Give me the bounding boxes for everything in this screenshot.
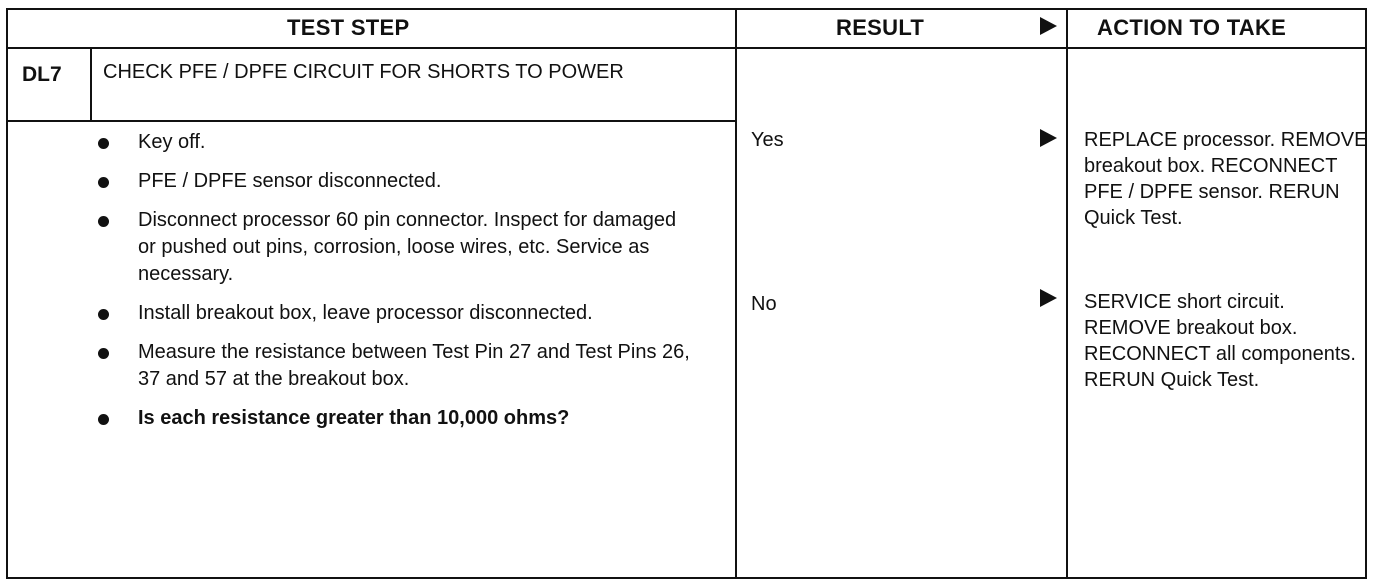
procedure-item: [94, 339, 694, 393]
procedure-item: [94, 168, 694, 195]
procedure-text: Measure the resistance between Test Pin 27 and Test Pins 26, 37 and 57 at the breakout box.: [138, 341, 690, 390]
bullet-icon: [98, 177, 109, 188]
bullet-icon: [98, 216, 109, 227]
procedure-text: Is each resistance greater than 10,000 ohms?: [138, 407, 570, 429]
action-no: SERVICE short circuit. REMOVE breakout box. RECONNECT all components. RERUN Quick Test.: [1084, 291, 1356, 391]
step-title: CHECK PFE / DPFE CIRCUIT FOR SHORTS TO POWER: [103, 61, 624, 83]
procedure-question: [94, 405, 694, 432]
procedure-item: [94, 300, 694, 327]
result-header: RESULT: [836, 15, 925, 40]
procedure-text: Disconnect processor 60 pin connector. Inspect for damaged or pushed out pins, corrosion, loose wires, etc. Service as necessary.: [138, 209, 677, 285]
action-header: ACTION TO TAKE: [1097, 15, 1287, 40]
procedure-text: PFE / DPFE sensor disconnected.: [138, 170, 442, 192]
step-id-divider: [90, 47, 92, 121]
bullet-icon: [98, 138, 109, 149]
bullet-icon: [98, 309, 109, 320]
header-arrow-icon: [1040, 17, 1057, 35]
result-no: No: [751, 293, 777, 315]
procedure-text: Key off.: [138, 131, 206, 153]
procedure-item: [94, 207, 694, 288]
step-id: DL7: [22, 63, 62, 86]
result-column-divider: [1066, 8, 1068, 579]
test-step-column-divider: [735, 8, 737, 579]
test-step-header: TEST STEP: [287, 15, 410, 40]
procedure-text: Install breakout box, leave processor disconnected.: [138, 302, 593, 324]
step-title-divider: [6, 120, 736, 122]
header-divider: [6, 47, 1367, 49]
action-yes: REPLACE processor. REMOVE breakout box. RECONNECT PFE / DPFE sensor. RERUN Quick Test.: [1084, 129, 1368, 229]
bullet-icon: [98, 414, 109, 425]
result-yes: Yes: [751, 129, 784, 151]
result-no-arrow-icon: [1040, 289, 1057, 307]
procedure-list: [94, 123, 694, 444]
procedure-item: [94, 129, 694, 156]
result-yes-arrow-icon: [1040, 129, 1057, 147]
bullet-icon: [98, 348, 109, 359]
